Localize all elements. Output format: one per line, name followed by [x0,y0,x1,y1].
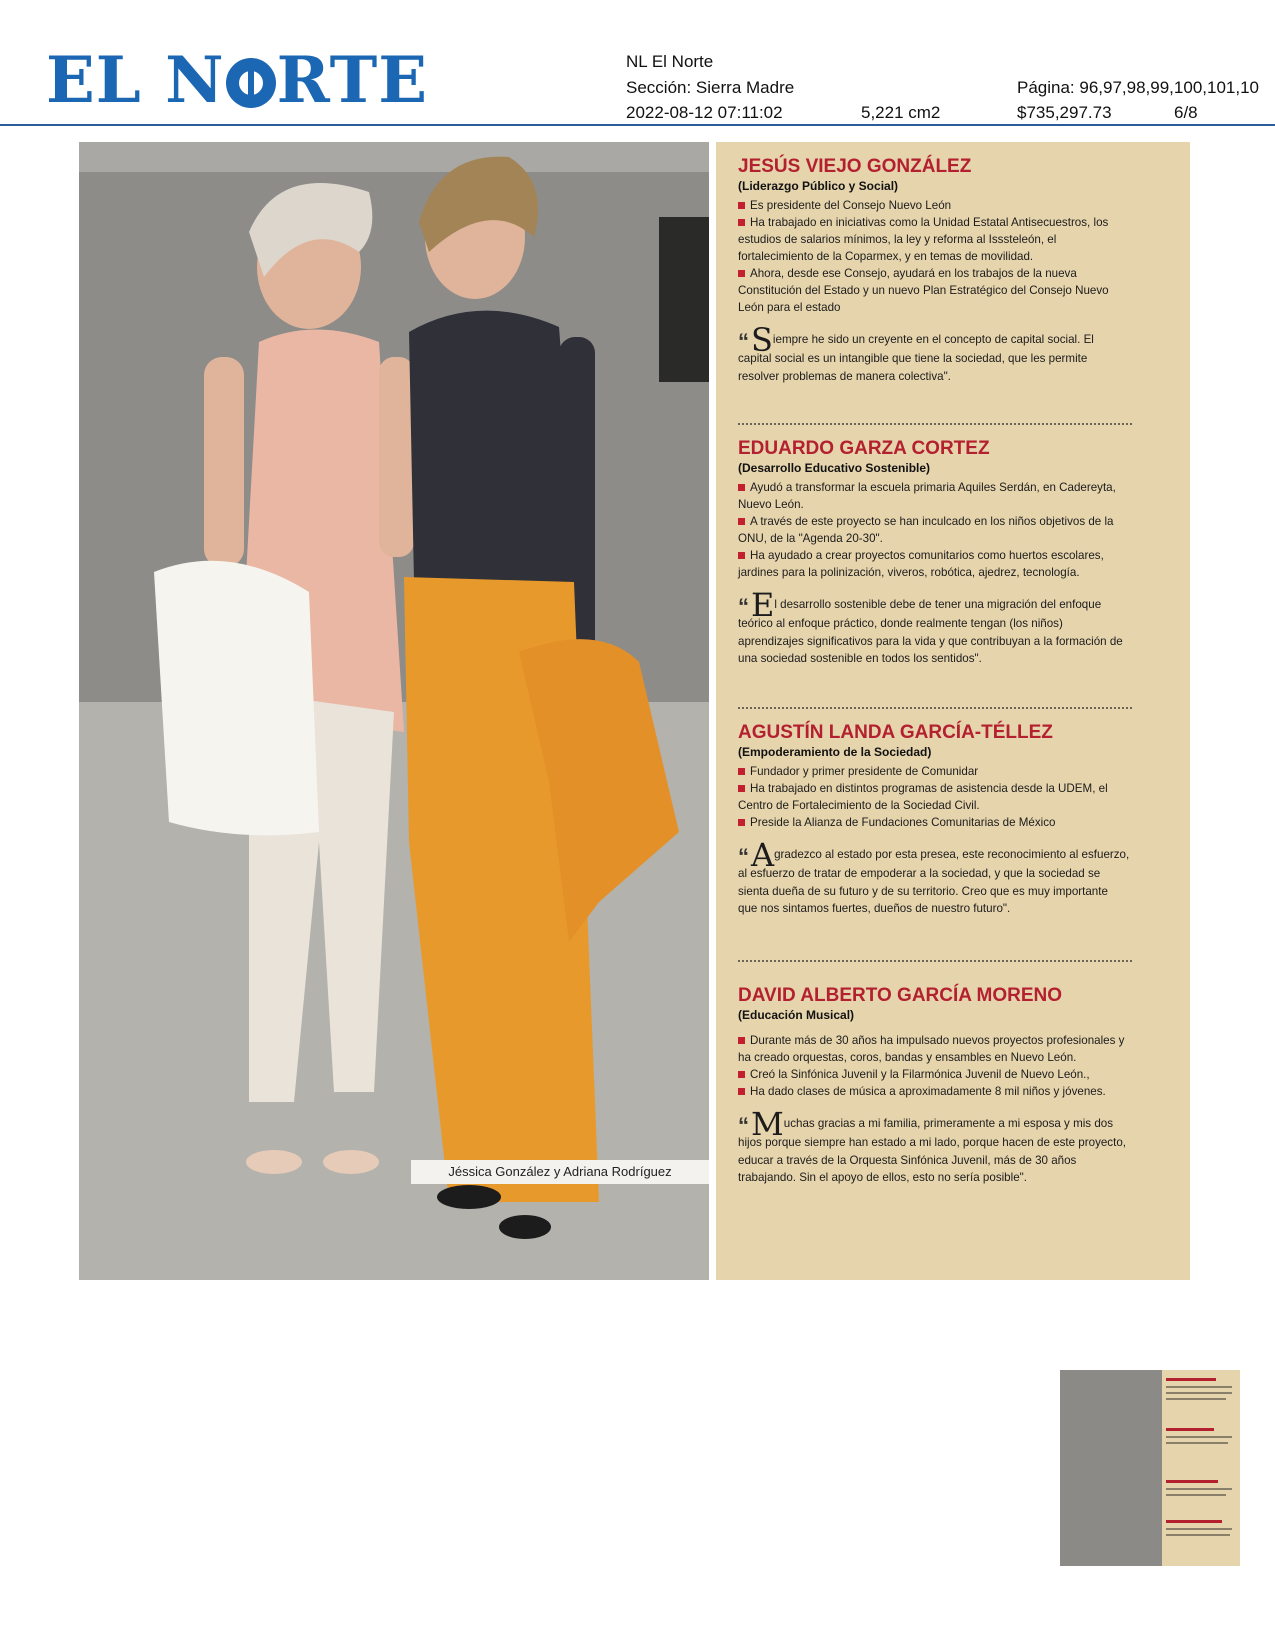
thumbnail-text-line [1166,1488,1232,1490]
bullet-square-icon [738,219,745,226]
profile-category: (Educación Musical) [738,1008,855,1022]
header-divider [0,124,1275,126]
profile-name: EDUARDO GARZA CORTEZ [738,438,990,459]
publication-name: NL El Norte [626,52,714,71]
datetime-label: 2022-08-12 07:11:02 [626,103,783,122]
quote-drop-cap: M [751,1105,784,1143]
logo-text-right: RTE [276,43,429,118]
thumbnail-text-line [1166,1442,1228,1444]
bullet-square-icon [738,768,745,775]
quote-mark-icon: “ [738,329,749,354]
thumbnail-photo [1060,1370,1162,1566]
profile-name: JESÚS VIEJO GONZÁLEZ [738,156,972,177]
bullet-square-icon [738,785,745,792]
quote-mark-icon: “ [738,1113,749,1138]
profile-quote: “El desarrollo sostenible debe de tener una migración del enfoque teórico al enfoque práctico, donde realmente tengan (los niños) aprendizajes significativos para la vida y que contribuyan a la formación de una sociedad sostenible en todos los sentidos". [738,586,1123,665]
profile-eduardo-garza [738,438,1130,668]
page-thumbnail [1060,1370,1240,1566]
thumbnail-heading [1166,1428,1214,1431]
profile-bullet: Ahora, desde ese Consejo, ayudará en los trabajos de la nueva Constitución del Estado y un nuevo Plan Estratégico del Consejo Nuevo León para el estado [738,267,1109,314]
bullet-square-icon [738,270,745,277]
profile-bullet: Es presidente del Consejo Nuevo León [738,197,1130,214]
area-label: 5,221 cm2 [861,103,941,122]
profile-bullet: Ha trabajado en distintos programas de asistencia desde la UDEM, el Centro de Fortalecimiento de la Sociedad Civil. [738,782,1108,812]
profiles-panel [716,142,1190,1280]
profile-jesus-viejo [738,156,1130,385]
thumbnail-text-line [1166,1436,1232,1438]
profile-category: (Desarrollo Educativo Sostenible) [738,461,931,475]
bullet-square-icon [738,819,745,826]
thumbnail-heading [1166,1480,1218,1483]
profile-bullet: Creó la Sinfónica Juvenil y la Filarmónica Juvenil de Nuevo León., [738,1066,1130,1083]
quote-mark-icon: “ [738,594,749,619]
profile-david-garcia [738,985,1130,1187]
logo-text-left: EL N [46,43,225,118]
profile-name: DAVID ALBERTO GARCÍA MORENO [738,985,1063,1006]
value-label: $735,297.73 [1017,103,1112,122]
section-divider [738,960,1132,962]
thumbnail-text-line [1166,1398,1226,1400]
profile-bullet: Ha dado clases de música a aproximadamente 8 mil niños y jóvenes. [738,1083,1130,1100]
page-of-label: 6/8 [1174,103,1198,122]
profile-bullet: Fundador y primer presidente de Comunidar [738,763,1130,780]
bullet-square-icon [738,1037,745,1044]
compass-icon [226,58,276,108]
thumbnail-text-line [1166,1494,1226,1496]
bullet-square-icon [738,1071,745,1078]
section-divider [738,423,1132,425]
thumbnail-text-line [1166,1392,1232,1394]
thumbnail-text-line [1166,1534,1230,1536]
thumbnail-heading [1166,1520,1222,1523]
profile-quote: “Siempre he sido un creyente en el concepto de capital social. El capital social es un intangible que tiene la sociedad, que les permite resolver problemas de manera colectiva". [738,321,1094,383]
profile-bullet: Durante más de 30 años ha impulsado nuevos proyectos profesionales y ha creado orquestas, coros, bandas y ensambles en Nuevo León. [738,1034,1125,1064]
photo-illustration [79,142,709,1280]
profile-bullet: A través de este proyecto se han inculcado en los niños objetivos de la ONU, de la "Agenda 20-30". [738,515,1114,545]
profile-bullet: Ayudó a transformar la escuela primaria Aquiles Serdán, en Cadereyta, Nuevo León. [738,481,1116,511]
profile-bullet: Ha ayudado a crear proyectos comunitarios como huertos escolares, jardines para la polinización, viveros, robótica, ajedrez, tecnología. [738,549,1104,579]
profile-category: (Liderazgo Público y Social) [738,179,899,193]
bullet-square-icon [738,1088,745,1095]
bullet-square-icon [738,484,745,491]
pages-label: Página: 96,97,98,99,100,101,10 [1017,78,1259,97]
quote-mark-icon: “ [738,844,749,869]
profile-agustin-landa [738,722,1130,918]
bullet-square-icon [738,518,745,525]
profile-bullet: Preside la Alianza de Fundaciones Comunitarias de México [738,814,1130,831]
bullet-square-icon [738,552,745,559]
photo-caption: Jéssica González y Adriana Rodríguez [411,1160,709,1184]
thumbnail-heading [1166,1378,1216,1381]
quote-drop-cap: S [751,321,773,359]
article-photo [79,142,709,1280]
profile-name: AGUSTÍN LANDA GARCÍA-TÉLLEZ [738,722,1053,743]
profile-quote: “Muchas gracias a mi familia, primeramente a mi esposa y mis dos hijos porque siempre han estado a mi lado, porque hacen de este proyecto, educar a través de la Orquesta Sinfónica Juvenil, más de 30 años trabajando. Sin el apoyo de ellos, esto no sería posible". [738,1105,1126,1184]
bullet-square-icon [738,202,745,209]
profile-quote: “Agradezco al estado por esta presea, este reconocimiento al esfuerzo, al esfuerzo de tratar de empoderar a la sociedad, y que la sociedad se sienta dueña de su futuro y de su territorio. Creo que es muy importante que nos sintamos fuertes, dueños de nuestro futuro". [738,836,1130,915]
thumbnail-text-line [1166,1386,1232,1388]
quote-drop-cap: A [751,836,775,874]
thumbnail-text-line [1166,1528,1232,1530]
profile-bullet: Ha trabajado en iniciativas como la Unidad Estatal Antisecuestros, los estudios de salarios mínimos, la ley y reforma al Isssteleón, el fortalecimiento de la Coparmex, y en temas de movilidad. [738,216,1109,263]
profile-category: (Empoderamiento de la Sociedad) [738,745,932,759]
quote-drop-cap: E [751,586,775,624]
section-label: Sección: Sierra Madre [626,78,795,97]
el-norte-logo [46,43,441,118]
section-divider [738,707,1132,709]
